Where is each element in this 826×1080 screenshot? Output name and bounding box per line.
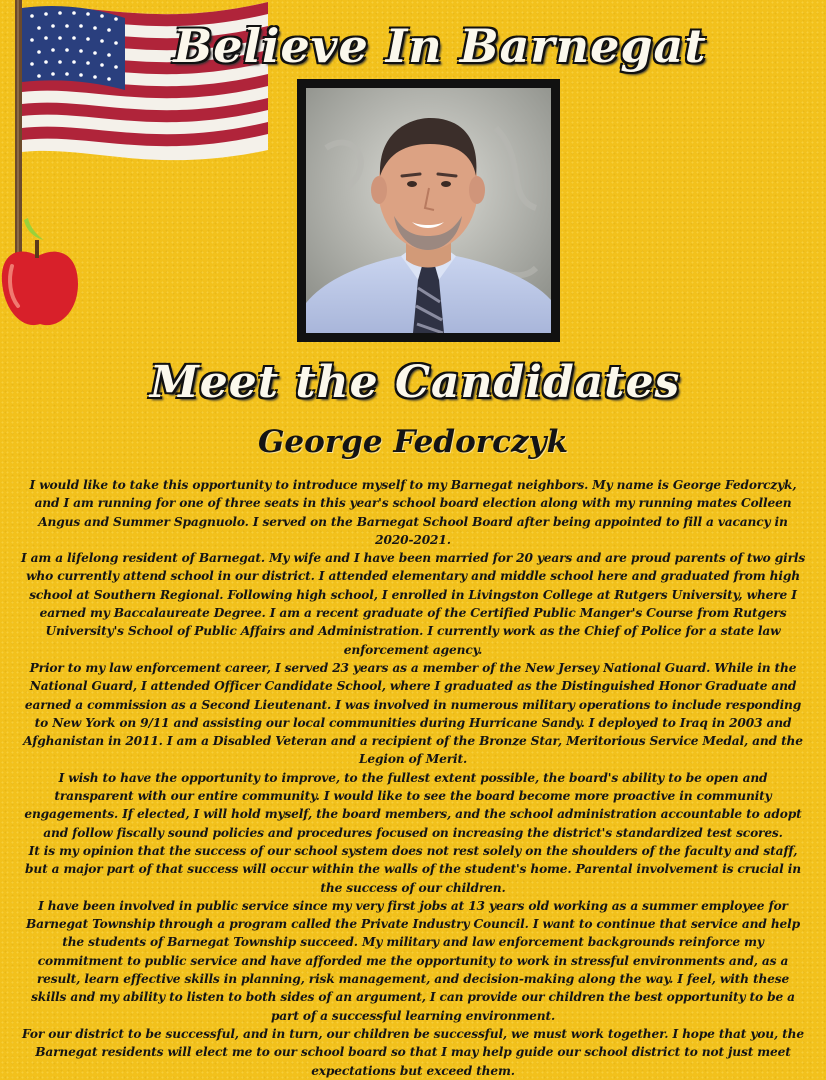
bio-paragraph: It is my opinion that the success of our school system does not rest solely on the shoulders of the faculty and staff, but a major part of that success will occur within the walls of the student's home. Parental involvement is crucial in the success of our children. (25, 843, 801, 895)
section-title: Meet the Candidates (150, 357, 681, 408)
candidate-photo (297, 79, 560, 342)
bio-paragraph: For our district to be successful, and in turn, our children be successful, we must work together. I hope that you, the Barnegat residents will elect me to our school board so that I may help guide our school district to not just meet expectations but exceed them. (22, 1026, 804, 1078)
candidate-bio (18, 476, 808, 1078)
bio-paragraph: I have been involved in public service since my very first jobs at 13 years old working as a summer employee for Barnegat Township through a program called the Private Industry Council. I want to continue that service and help the students of Barnegat Township succeed. My military and law enforcement backgrounds reinforce my commitment to public service and have afforded me the opportunity to work in stressful environments and, as a result, learn effective skills in planning, risk management, and decision-making along the way. I feel, with these skills and my ability to listen to both sides of an argument, I can provide our children the best opportunity to be a part of a successful learning environment. (25, 898, 801, 1023)
apple-icon (2, 218, 78, 325)
candidate-portrait-image (306, 88, 551, 333)
bio-paragraph: Prior to my law enforcement career, I served 23 years as a member of the New Jersey National Guard. While in the National Guard, I attended Officer Candidate School, where I graduated as the Distinguished Honor Graduate and earned a commission as a Second Lieutenant. I was involved in numerous military operations to include responding to New York on 9/11 and assisting our local communities during Hurricane Sandy. I deployed to Iraq in 2003 and Afghanistan in 2011. I am a Disabled Veteran and a recipient of the Bronze Star, Meritorious Service Medal, and the Legion of Merit. (23, 660, 803, 767)
bio-paragraph: I am a lifelong resident of Barnegat. My wife and I have been married for 20 years and are proud parents of two girls who currently attend school in our district. I attended elementary and middle school here and graduated from high school at Southern Regional. Following high school, I enrolled in Livingston College at Rutgers University, where I earned my Baccalaureate Degree. I am a recent graduate of the Certified Public Manger's Course from Rutgers University's School of Public Affairs and Administration. I currently work as the Chief of Police for a state law enforcement agency. (20, 551, 806, 657)
page-headline: Believe In Barnegat (173, 19, 707, 73)
candidate-name: George Fedorczyk (257, 424, 569, 460)
bio-paragraph: I wish to have the opportunity to improve, to the fullest extent possible, the board's ability to be open and transparent with our entire community. I would like to see the board become more proactive in community engagements. If elected, I will hold myself, the board members, and the school administration accountable to adopt and follow fiscally sound policies and procedures focused on increasing the district's standardized test scores. (24, 770, 802, 840)
bio-paragraph: I would like to take this opportunity to introduce myself to my Barnegat neighbors. My name is George Fedorczyk, and I am running for one of three seats in this year's school board election along with my running mates Colleen Angus and Summer Spagnuolo. I served on the Barnegat School Board after being appointed to fill a vacancy in 2020-2021. (29, 478, 797, 547)
